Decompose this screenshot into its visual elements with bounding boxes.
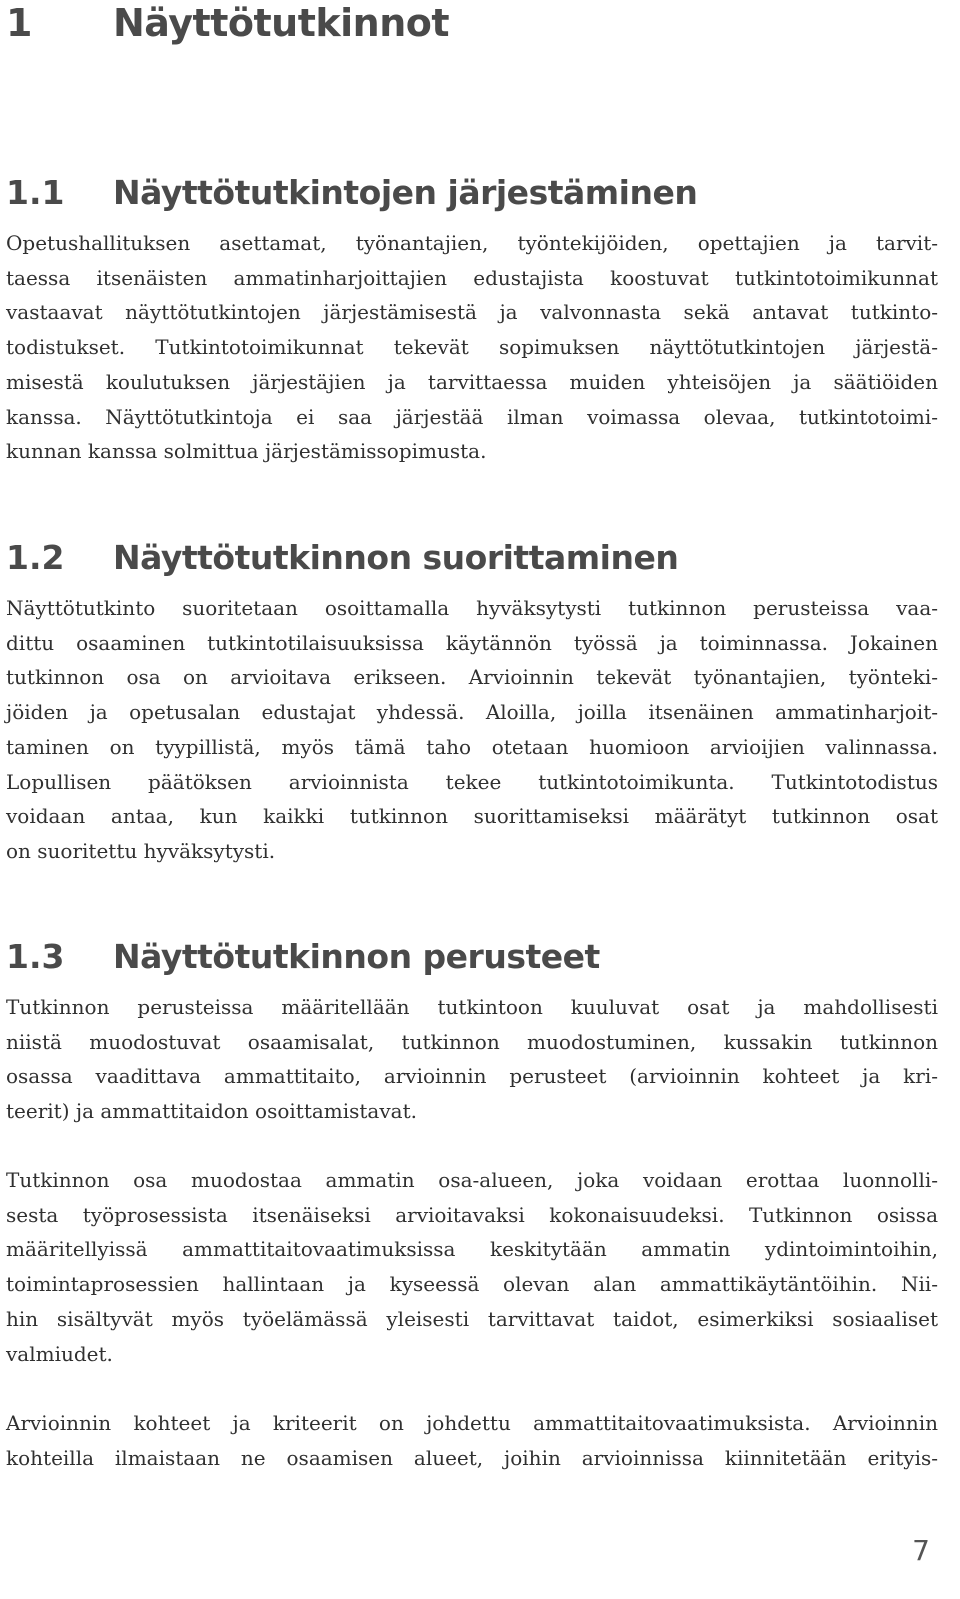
page-number: 7 (912, 1534, 930, 1567)
section-title: Näyttötutkintojen järjestäminen (113, 173, 698, 212)
text-line: teerit) ja ammattitaidon osoittamistavat. (6, 1099, 417, 1124)
text-line: jöiden ja opetusalan edustajat yhdessä. Aloilla, joilla itsenäinen ammatinharjoit- (6, 700, 938, 725)
text-line: on suoritettu hyväksytysti. (6, 838, 276, 863)
chapter-title: Näyttötutkinnot (113, 1, 450, 45)
section-number: 1.3 (6, 937, 65, 976)
text-line: voidaan antaa, kun kaikki tutkinnon suorittamiseksi määrätyt tutkinnon osat (6, 804, 938, 829)
section-title: Näyttötutkinnon suorittaminen (113, 538, 679, 577)
text-line: Tutkinnon perusteissa määritellään tutkintoon kuuluvat osat ja mahdollisesti (6, 995, 938, 1019)
section-1-1-paragraph-1 (6, 226, 938, 469)
section-number: 1.2 (6, 538, 65, 577)
text-line: osassa vaadittava ammattitaito, arvioinnin perusteet (arvioinnin kohteet ja kri- (6, 1064, 938, 1089)
section-1-3-paragraph-2 (6, 1163, 938, 1371)
chapter-number: 1 (6, 1, 33, 45)
text-line: todistukset. Tutkintotoimikunnat tekevät sopimuksen näyttötutkintojen järjestä- (6, 335, 938, 360)
text-line: Lopullisen päätöksen arvioinnista tekee tutkintotoimikunta. Tutkintotodistus (6, 769, 938, 794)
section-title: Näyttötutkinnon perusteet (113, 937, 600, 976)
text-line: kohteilla ilmaistaan ne osaamisen alueet, joihin arvioinnissa kiinnitetään erityis- (6, 1445, 938, 1470)
text-line: dittu osaaminen tutkintotilaisuuksissa käytännön työssä ja toiminnassa. Jokainen (6, 630, 938, 655)
section-heading-1-3 (6, 937, 600, 976)
text-line: toimintaprosessien hallintaan ja kyseessä olevan alan ammattikäytäntöihin. Nii- (6, 1272, 938, 1297)
text-line: tutkinnon osa on arvioitava erikseen. Arvioinnin tekevät työnantajien, työnteki- (6, 665, 938, 690)
section-heading-1-2 (6, 538, 679, 577)
section-1-3-paragraph-1 (6, 990, 938, 1129)
text-line: valmiudet. (6, 1341, 113, 1366)
text-line: kunnan kanssa solmittua järjestämissopimusta. (6, 439, 487, 464)
section-1-2-paragraph-1 (6, 591, 938, 869)
text-line: taminen on tyypillistä, myös tämä taho otetaan huomioon arvioijien valinnassa. (6, 734, 938, 759)
text-line: kanssa. Näyttötutkintoja ei saa järjestää ilman voimassa olevaa, tutkintotoimi- (6, 404, 938, 429)
text-line: niistä muodostuvat osaamisalat, tutkinnon muodostuminen, kussakin tutkinnon (6, 1029, 938, 1054)
section-1-3-paragraph-3 (6, 1406, 938, 1475)
text-line: Tutkinnon osa muodostaa ammatin osa-alueen, joka voidaan erottaa luonnolli- (6, 1168, 938, 1192)
section-number: 1.1 (6, 173, 65, 212)
text-line: Arvioinnin kohteet ja kriteerit on johdettu ammattitaitovaatimuksista. Arvioinnin (6, 1411, 938, 1435)
text-line: vastaavat näyttötutkintojen järjestämisestä ja valvonnasta sekä antavat tutkinto- (6, 300, 938, 325)
section-heading-1-1 (6, 173, 698, 212)
text-line: misestä koulutuksen järjestäjien ja tarvittaessa muiden yhteisöjen ja säätiöiden (6, 369, 938, 394)
text-line: Näyttötutkinto suoritetaan osoittamalla hyväksytysti tutkinnon perusteissa vaa- (6, 596, 938, 620)
text-line: Opetushallituksen asettamat, työnantajien, työntekijöiden, opettajien ja tarvit- (6, 231, 938, 255)
text-line: hin sisältyvät myös työelämässä yleisesti tarvittavat taidot, esimerkiksi sosiaaliset (6, 1306, 938, 1331)
chapter-heading (6, 1, 450, 45)
text-line: määritellyissä ammattitaitovaatimuksissa keskitytään ammatin ydintoimintoihin, (6, 1237, 938, 1262)
text-line: taessa itsenäisten ammatinharjoittajien edustajista koostuvat tutkintotoimikunnat (6, 265, 938, 290)
text-line: sesta työprosessista itsenäiseksi arvioitavaksi kokonaisuudeksi. Tutkinnon osissa (6, 1202, 938, 1227)
